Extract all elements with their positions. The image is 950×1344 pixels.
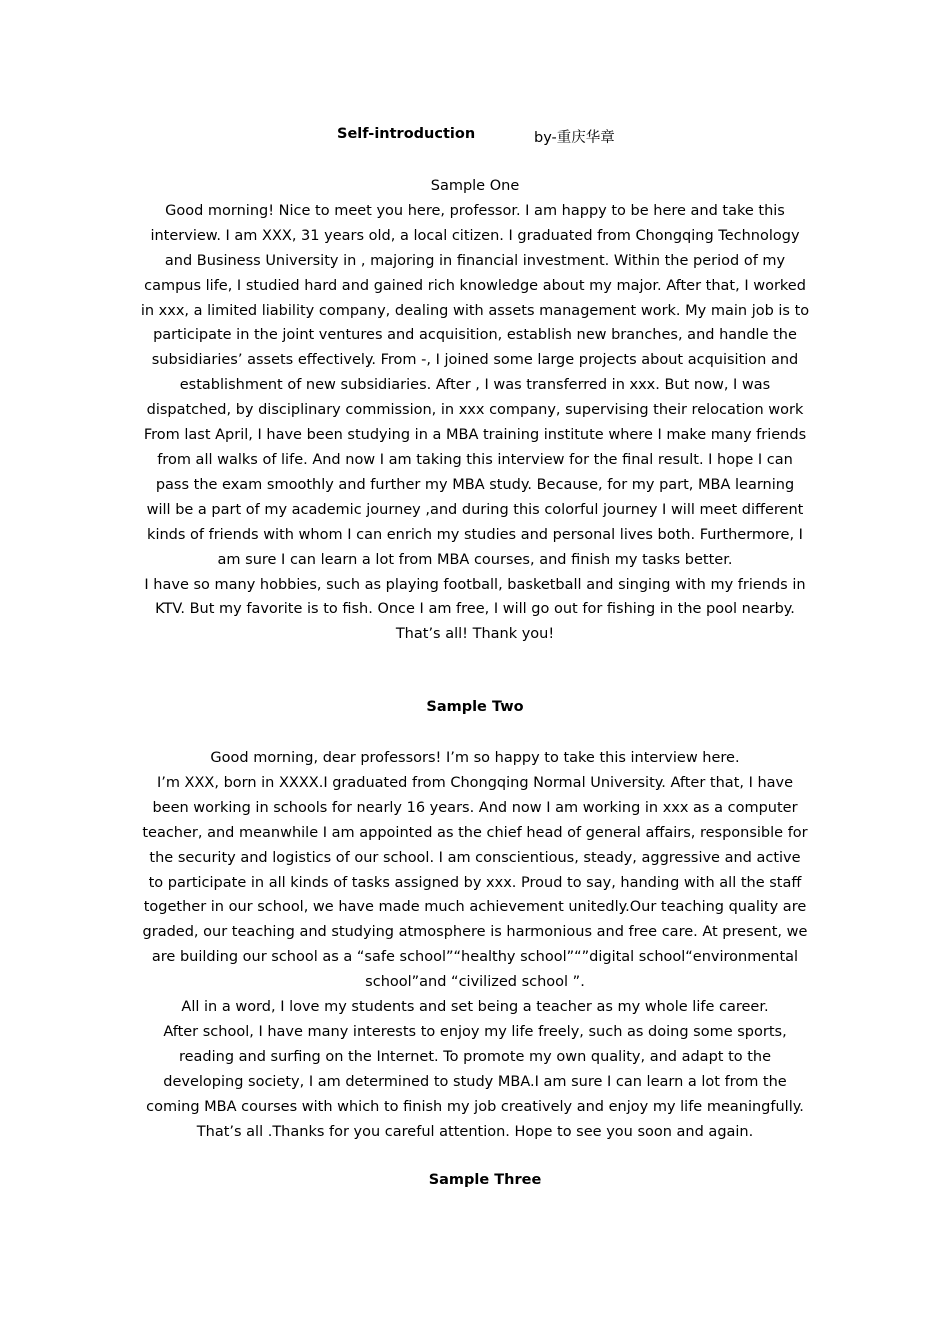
sample-one-line: KTV. But my favorite is to fish. Once I am free, I will go out for fishing in the pool nearby.: [155, 601, 795, 618]
sample-two-line: I’m XXX, born in XXXX.I graduated from Chongqing Normal University. After that, I have: [156, 774, 794, 791]
sample-two-line: Good morning, dear professors! I’m so happy to take this interview here.: [210, 750, 740, 766]
sample-two-line: All in a word, I love my students and set being a teacher as my whole life career.: [181, 999, 769, 1016]
sample-one-line: Good morning! Nice to meet you here, professor. I am happy to be here and take this: [165, 202, 785, 219]
sample-two-heading: Sample Two: [426, 699, 524, 715]
sample-two-line: to participate in all kinds of tasks assigned by xxx. Proud to say, handing with all the staff: [148, 874, 802, 891]
sample-two-line: been working in schools for nearly 16 years. And now I am working in xxx as a computer: [152, 799, 798, 816]
title-line: [0, 126, 950, 148]
sample-one-line: subsidiaries’ assets effectively. From -, I joined some large projects about acquisition and: [151, 352, 799, 369]
sample-one-line: interview. I am XXX, 31 years old, a local citizen. I graduated from Chongqing Technology: [150, 227, 800, 244]
sample-two-line: That’s all .Thanks for you careful attention. Hope to see you soon and again.: [196, 1123, 754, 1140]
sample-two-line: graded, our teaching and studying atmosphere is harmonious and free care. At present, we: [142, 924, 808, 941]
sample-two-line: teacher, and meanwhile I am appointed as the chief head of general affairs, responsible for: [142, 824, 808, 841]
sample-one-line: From last April, I have been studying in a MBA training institute where I make many friends: [143, 427, 807, 444]
sample-two-line: are building our school as a “safe school”“healthy school”“”digital school“environmental: [151, 949, 799, 966]
sample-two-line: reading and surfing on the Internet. To promote my own quality, and adapt to the: [178, 1048, 772, 1065]
sample-one-line: campus life, I studied hard and gained rich knowledge about my major. After that, I worked: [144, 277, 806, 294]
sample-three-heading: Sample Three: [428, 1172, 542, 1188]
sample-one-line: in xxx, a limited liability company, dealing with assets management work. My main job is to: [140, 302, 810, 319]
sample-one-line: am sure I can learn a lot from MBA courses, and finish my tasks better.: [217, 551, 733, 568]
sample-one-heading: Sample One: [430, 178, 520, 194]
sample-two-line: developing society, I am determined to study MBA.I am sure I can learn a lot from the: [163, 1073, 787, 1090]
sample-one-section: [140, 174, 810, 647]
sample-one-line: will be a part of my academic journey ,and during this colorful journey I will meet different: [146, 501, 804, 518]
sample-two-section: [140, 746, 810, 1145]
document-byline: by-重庆华章: [534, 130, 615, 146]
sample-two-line: After school, I have many interests to enjoy my life freely, such as doing some sports,: [163, 1023, 787, 1040]
sample-one-line: participate in the joint ventures and acquisition, establish new branches, and handle the: [153, 327, 797, 344]
sample-one-line: That’s all! Thank you!: [395, 626, 555, 643]
sample-two-line: together in our school, we have made much achievement unitedly.Our teaching quality are: [143, 899, 807, 916]
document-title: Self-introduction: [337, 126, 476, 142]
sample-one-line: establishment of new subsidiaries. After , I was transferred in xxx. But now, I was: [179, 377, 771, 394]
sample-one-line: and Business University in , majoring in financial investment. Within the period of my: [164, 252, 786, 269]
sample-two-line: the security and logistics of our school. I am conscientious, steady, aggressive and active: [149, 849, 801, 866]
sample-two-line: school”and “civilized school ”.: [365, 974, 585, 991]
sample-one-line: kinds of friends with whom I can enrich my studies and personal lives both. Furthermore, I: [147, 526, 803, 543]
sample-one-line: I have so many hobbies, such as playing football, basketball and singing with my friends in: [144, 576, 806, 593]
sample-one-line: pass the exam smoothly and further my MBA study. Because, for my part, MBA learning: [155, 476, 795, 493]
sample-one-line: from all walks of life. And now I am taking this interview for the final result. I hope I can: [157, 451, 793, 468]
sample-two-line: coming MBA courses with which to finish my job creatively and enjoy my life meaningfully.: [146, 1098, 804, 1115]
sample-one-line: dispatched, by disciplinary commission, in xxx company, supervising their relocation work: [146, 402, 804, 419]
